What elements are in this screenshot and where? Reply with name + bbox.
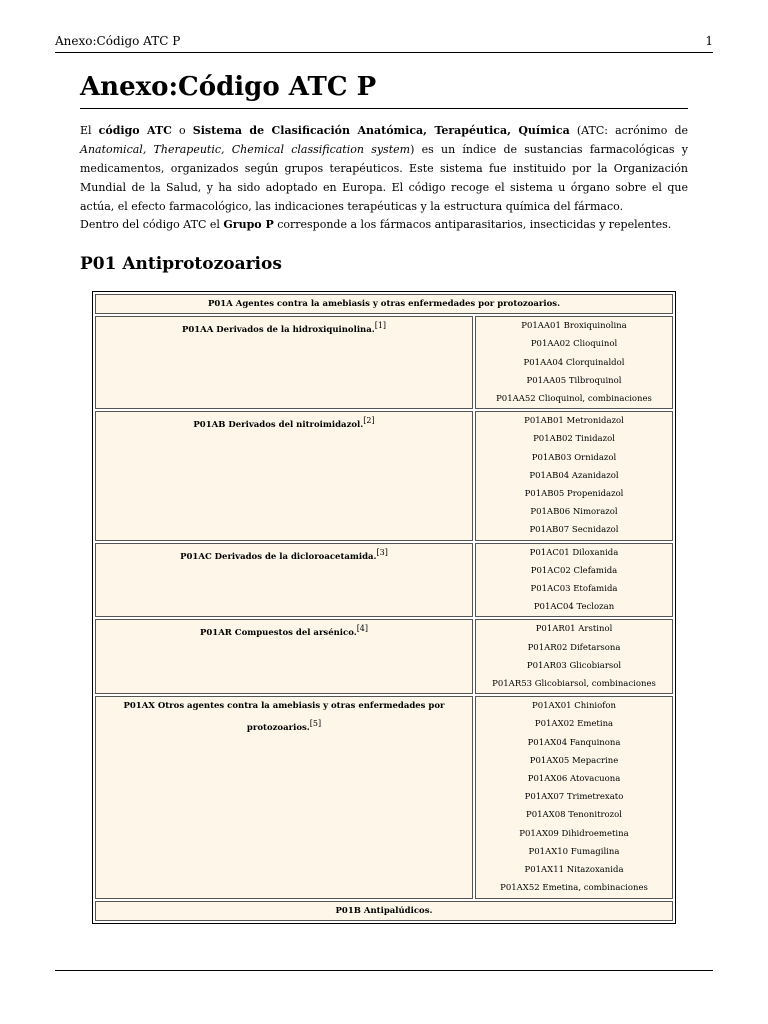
reference-link[interactable]: [3] [376, 547, 388, 557]
running-footer [55, 970, 713, 971]
term-english: Anatomical, Therapeutic, Chemical classification system [80, 143, 411, 156]
drug-item: P01AA05 Tilbroquinol [526, 375, 622, 386]
subgroup-items [475, 316, 673, 409]
drug-item: P01AB03 Ornidazol [531, 452, 617, 463]
drug-item: P01AA01 Broxiquinolina [521, 321, 627, 332]
running-header-title: Anexo:Código ATC P [55, 34, 181, 48]
reference-link[interactable]: [2] [363, 416, 375, 426]
drug-item: P01AR53 Glicobiarsol, combinaciones [492, 679, 656, 690]
page-title: Anexo:Código ATC P [80, 72, 688, 109]
drug-item: P01AB04 Azanidazol [529, 470, 619, 481]
drug-item: P01AC03 Etofamida [530, 584, 618, 595]
subgroup-items [475, 411, 673, 540]
term-grupo-p: Grupo P [223, 218, 274, 231]
drug-item: P01AB05 Propenidazol [524, 489, 624, 500]
drug-item: P01AC02 Clefamida [530, 565, 618, 576]
atc-table [92, 291, 676, 924]
subgroup-title: P01AC Derivados de la dicloroacetamida. [180, 551, 377, 562]
drug-item: P01AB02 Tinidazol [533, 434, 615, 445]
drug-item: P01AR01 Arstinol [535, 624, 613, 635]
drug-item: P01AB01 Metronidazol [524, 416, 624, 427]
subgroup-row [95, 411, 673, 540]
group-header-p01b: P01B Antipalúdicos. [95, 901, 673, 921]
subgroup-label [95, 619, 473, 694]
subgroup-title: P01AR Compuestos del arsénico. [199, 628, 357, 639]
group-header-row [95, 294, 673, 314]
drug-item: P01AX01 Chiniofon [532, 701, 616, 712]
subgroup-label [95, 696, 473, 898]
subgroup-items [475, 619, 673, 694]
page-number: 1 [705, 34, 713, 48]
drug-item: P01AB06 Nimorazol [530, 507, 618, 518]
group-p-paragraph: Dentro del código ATC el Grupo P corresponde a los fármacos antiparasitarios, insecticidas y repelentes. [80, 218, 672, 231]
subgroup-label [95, 411, 473, 540]
subgroup-label [95, 316, 473, 409]
group-header-p01a: P01A Agentes contra la amebiasis y otras enfermedades por protozoarios. [95, 294, 673, 314]
drug-item: P01AX09 Dihidroemetina [519, 828, 629, 839]
drug-item: P01AX06 Atovacuona [527, 774, 621, 785]
next-group-row [95, 901, 673, 921]
drug-item: P01AC04 Teclozan [533, 602, 615, 613]
subgroup-title: P01AB Derivados del nitroimidazol. [193, 420, 364, 431]
drug-item: P01AX04 Fanquinona [527, 737, 621, 748]
drug-item: P01AX08 Tenonitrozol [526, 810, 622, 821]
reference-link[interactable]: [1] [374, 321, 387, 331]
drug-item: P01AB07 Secnidazol [529, 525, 619, 536]
reference-link[interactable]: [4] [356, 624, 369, 634]
drug-item: P01AX05 Mepacrine [529, 755, 619, 766]
drug-item: P01AA02 Clioquinol [530, 339, 618, 350]
drug-item: P01AR03 Glicobiarsol [526, 660, 622, 671]
drug-item: P01AX11 Nitazoxanida [524, 865, 624, 876]
subgroup-row [95, 696, 673, 898]
subgroup-row [95, 619, 673, 694]
term-codigo-atc: código ATC [98, 124, 172, 137]
drug-item: P01AA04 Clorquinaldol [523, 357, 625, 368]
term-sistema: Sistema de Clasificación Anatómica, Terapéutica, Química [192, 124, 570, 137]
drug-item: P01AR02 Difetarsona [527, 642, 621, 653]
drug-item: P01AX10 Fumagilina [528, 846, 620, 857]
section-heading-p01: P01 Antiprotozoarios [80, 254, 282, 274]
subgroup-title: P01AX Otros agentes contra la amebiasis y otras enfermedades por protozoarios. [123, 701, 445, 734]
intro-paragraph: El código ATC o Sistema de Clasificación Anatómica, Terapéutica, Química (ATC: acrónimo de Anatomical, Therapeutic, Chemical classification system) es un índice de sustancias farmacológicas y medicamentos, organizados según grupos terapéuticos. Este sistema fue instituido por la Organización Mundial de la Salud, y ha sido adoptado en Europa. El código recoge el sistema u órgano sobre el que actúa, el efecto farmacológico, las indicaciones terapéuticas y la estructura química del fármaco. [80, 124, 689, 213]
subgroup-items [475, 696, 673, 898]
reference-link[interactable]: [5] [309, 719, 322, 729]
drug-item: P01AX52 Emetina, combinaciones [500, 883, 648, 894]
drug-item: P01AC01 Diloxanida [529, 547, 619, 558]
subgroup-row [95, 316, 673, 409]
drug-item: P01AX02 Emetina [534, 719, 614, 730]
drug-item: P01AA52 Clioquinol, combinaciones [496, 394, 652, 405]
subgroup-label [95, 543, 473, 618]
drug-item: P01AX07 Trimetrexato [524, 792, 624, 803]
running-header [55, 34, 713, 53]
subgroup-items [475, 543, 673, 618]
subgroup-row [95, 543, 673, 618]
subgroup-title: P01AA Derivados de la hidroxiquinolina. [181, 325, 375, 336]
